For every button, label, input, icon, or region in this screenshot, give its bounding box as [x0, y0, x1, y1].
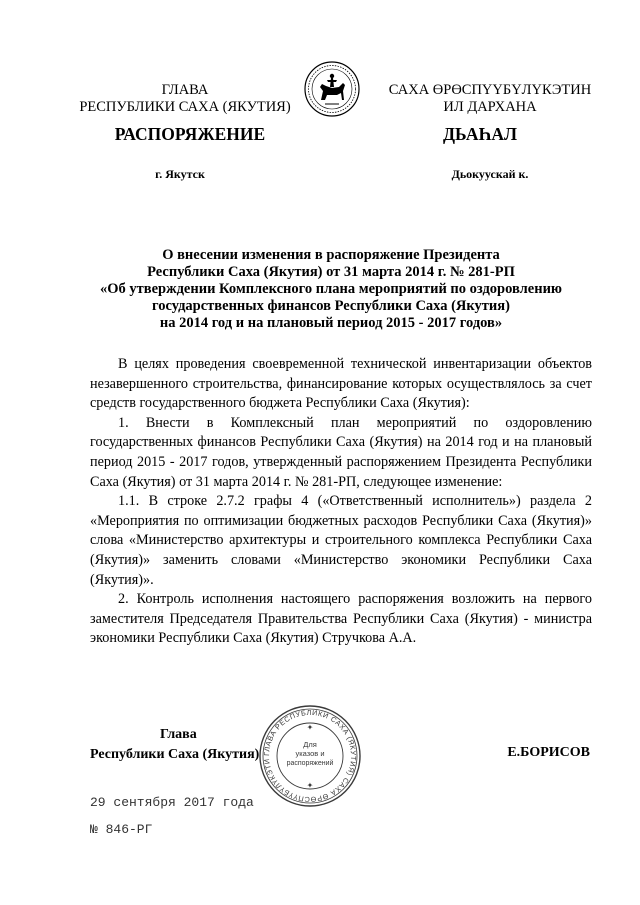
paragraph-item-2: 2. Контроль исполнения настоящего распоряжения возложить на первого заместителя Председателя Правительства Республики Саха (Якутия) - министра экономики Республики Саха (Якутия) Стручкова А.А.: [90, 591, 592, 647]
place-ru: г. Якутск: [155, 167, 205, 181]
document-number: № 846-РГ: [90, 822, 153, 837]
stamp-star-icon: ✦: [306, 781, 314, 790]
header-left: [70, 82, 300, 116]
signature-title-line2: Республики Саха (Якутия): [90, 747, 260, 762]
title-line: на 2014 год и на плановый период 2015 - 2017 годов»: [159, 315, 503, 331]
paragraph-preamble: В целях проведения своевременной технической инвентаризации объектов незавершенного строительства, финансирование которых осуществлялось за счет средств государственного бюджета Республики Саха (Якутия):: [90, 356, 592, 412]
header-right-line2: ИЛ ДАРХАНА: [443, 99, 537, 115]
paragraph-item-1: 1. Внести в Комплексный план мероприятий по оздоровлению государственных финансов Республики Саха (Якутия) на 2014 год и на плановый период 2015 - 2017 годов, утвержденный распоряжением Президента Республики Саха (Якутия) от 31 марта 2014 г. № 281-РП, следующее изменение:: [90, 414, 592, 490]
document-title: [80, 247, 582, 332]
document-date: 29 сентября 2017 года: [90, 795, 254, 810]
stamp-star-icon: ✦: [306, 723, 314, 732]
yakutia-coat-of-arms-icon: [303, 60, 361, 118]
place-sakha: Дьокуускай к.: [451, 167, 529, 181]
official-stamp: [258, 704, 362, 808]
title-line: Республики Саха (Якутия) от 31 марта 2014 г. № 281-РП: [147, 264, 515, 280]
title-line: О внесении изменения в распоряжение Президента: [162, 247, 500, 263]
title-line: государственных финансов Республики Саха (Якутия): [152, 298, 510, 314]
header-right-line1: САХА ӨРӨСПҮҮБҮЛҮКЭТИН: [388, 82, 592, 98]
stamp-inner-line2: указов и: [295, 749, 325, 758]
stamp-outer-text: ГЛАВА РЕСПУБЛИКИ САХА (ЯКУТИЯ) САХА ӨРӨСПҮҮБҮЛҮКЭТИ: [261, 707, 359, 805]
header-right: [370, 82, 610, 116]
signature-title-line1: Глава: [160, 727, 197, 742]
header-left-line1: ГЛАВА: [161, 82, 209, 98]
stamp-inner-line1: Для: [303, 740, 317, 749]
signature-name: Е.БОРИСОВ: [507, 745, 590, 760]
paragraph-item-1-1: 1.1. В строке 2.7.2 графы 4 («Ответственный исполнитель») раздела 2 «Мероприятия по оптимизации бюджетных расходов Республики Саха (Якутия)» слова «Министерство архитектуры и строительного комплекса Республики Саха (Якутия)» заменить словами «Министерство экономики Республики Саха (Якутия)».: [90, 493, 592, 588]
stamp-inner-line3: распоряжений: [286, 760, 334, 767]
document-type-sakha: ДЬАҺАЛ: [442, 124, 518, 144]
document-type-ru: РАСПОРЯЖЕНИЕ: [114, 124, 266, 144]
header-left-line2: РЕСПУБЛИКИ САХА (ЯКУТИЯ): [79, 99, 291, 115]
document-body: [90, 355, 592, 649]
title-line: «Об утверждении Комплексного плана мероприятий по оздоровлению: [99, 281, 563, 297]
